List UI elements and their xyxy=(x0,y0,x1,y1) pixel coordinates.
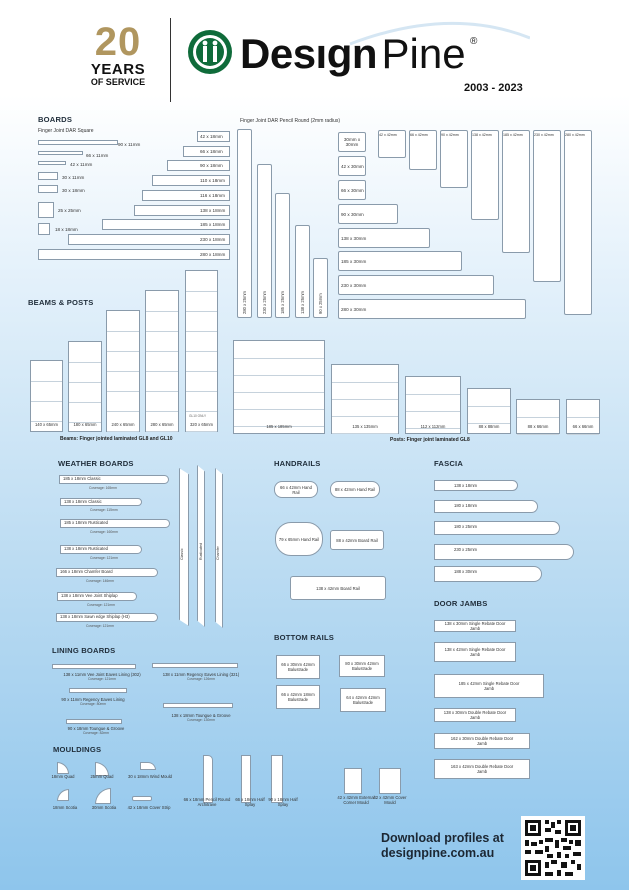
lining-board-name: 138 x 18mm Toungue & Groove xyxy=(171,713,231,718)
pencil-vertical-label: 185 x 25mm xyxy=(280,290,285,314)
weather-board-label xyxy=(60,614,130,619)
moulding-profile xyxy=(344,768,362,794)
lining-board-label xyxy=(52,672,152,682)
pencil-top-label: 138 x 42mm xyxy=(472,133,492,137)
download-url[interactable]: designpine.com.au xyxy=(381,846,495,860)
lamination-line xyxy=(146,311,178,312)
lamination-line xyxy=(186,311,217,312)
beam-label: 320 x 65mm xyxy=(189,422,214,427)
pencil-stack-label: 230 x 30mm xyxy=(341,282,367,288)
pencil-stack-label: 90 x 30mm xyxy=(341,211,364,217)
beams-title: BEAMS & POSTS xyxy=(28,298,94,307)
pencil-top-label: 90 x 42mm xyxy=(441,133,459,137)
pencil-top-label: 185 x 42mm xyxy=(503,133,523,137)
moulding-profile xyxy=(241,755,251,803)
bottom-rail-label: 66 x 42mm 18mm Balustrade xyxy=(281,692,315,702)
handrail-profile xyxy=(290,576,386,600)
lining-board-name: 138 x 11mm Regency Eaves Lining (321) xyxy=(162,672,240,677)
lining-board-label xyxy=(158,713,244,723)
board-label: 138 x 18mm xyxy=(200,207,226,213)
beam-profile xyxy=(145,290,179,432)
post-profile xyxy=(233,340,325,434)
lamination-line xyxy=(332,382,398,383)
board-square-label: 18 x 18mm xyxy=(55,227,78,232)
pencil-stack-label: 280 x 30mm xyxy=(341,306,367,312)
door-jamb-label: 138 x 30mm Double Rebate Door Jamb xyxy=(443,710,507,720)
handrail-profile xyxy=(274,481,318,498)
lamination-line xyxy=(186,411,217,412)
moulding-label: 66 x 18mm Pencil Round Architrave xyxy=(183,797,231,807)
lamination-line xyxy=(31,381,62,382)
pencil-stack-label: 138 x 30mm xyxy=(341,235,367,241)
lamination-line xyxy=(332,416,398,417)
beam-profile xyxy=(68,341,102,432)
moulding-profile xyxy=(140,762,156,770)
fascia-title: FASCIA xyxy=(434,459,464,468)
bottom-rails-title: BOTTOM RAILS xyxy=(274,633,335,642)
pencil-stack-profile xyxy=(338,299,526,319)
handrail-label: 88 x 42mm Hand Rail xyxy=(334,487,376,492)
bottom-rail-label: 80 x 30mm 42mm Balustrade xyxy=(345,661,379,671)
bottom-rail-profile xyxy=(339,655,385,677)
pencil-vertical-label: 230 x 25mm xyxy=(262,290,267,314)
weather-board-coverage: Coverage: 160mm xyxy=(90,530,118,534)
lamination-line xyxy=(186,351,217,352)
pencil-top-label: 230 x 42mm xyxy=(534,133,554,137)
weather-board-label xyxy=(64,520,108,525)
weather-board-coverage: Coverage: 121mm xyxy=(87,603,115,607)
door-jamb-profile xyxy=(434,620,516,632)
moulding-label: 90 x 18mm Half Splay xyxy=(268,797,298,807)
weather-board-coverage: Coverage: 121mm xyxy=(86,624,114,628)
board-square-label: 25 x 25mm xyxy=(58,208,81,213)
board-square-label: 66 x 11mm xyxy=(86,153,109,158)
mouldings-title: MOULDINGS xyxy=(53,745,102,754)
brand-name xyxy=(240,30,477,78)
bottom-rail-profile xyxy=(276,685,320,709)
moulding-profile xyxy=(379,768,401,794)
board-square-profile xyxy=(38,140,118,145)
post-label: 185 x 185mm xyxy=(266,424,292,429)
header-divider xyxy=(170,18,171,102)
lining-board-profile xyxy=(152,663,238,668)
pencil-stack-profile xyxy=(338,180,366,200)
fascia-label: 188 x 30mm xyxy=(454,569,478,574)
board-square-label: 30 x 18mm xyxy=(62,188,85,193)
door-jamb-label: 185 x 42mm Single Rebate Door Jamb xyxy=(458,681,520,691)
lamination-line xyxy=(406,411,460,412)
handrail-profile xyxy=(330,481,380,498)
pencil-stack-profile xyxy=(338,228,430,248)
handrail-label: 66 x 42mm Hand Rail xyxy=(280,484,312,495)
lamination-line xyxy=(332,399,398,400)
weather-board-label xyxy=(64,499,102,504)
beam-label: 180 x 65mm xyxy=(73,422,97,427)
board-square-profile xyxy=(38,161,66,165)
boards-title: BOARDS xyxy=(38,115,73,124)
posts-caption: Posts: Finger joint laminated GL8 xyxy=(390,437,470,443)
post-label: 66 x 66mm xyxy=(572,424,594,429)
board-square-profile xyxy=(38,223,50,235)
lamination-line xyxy=(69,382,101,383)
lining-board-profile xyxy=(66,719,122,724)
door-jambs-title: DOOR JAMBS xyxy=(434,599,488,608)
anniversary-badge xyxy=(80,22,156,98)
lamination-line xyxy=(234,358,324,359)
lamination-line xyxy=(69,362,101,363)
lamination-line xyxy=(332,433,398,434)
lamination-line xyxy=(107,331,139,332)
lamination-line xyxy=(31,401,62,402)
weather-board-label xyxy=(63,476,101,481)
weather-board-label xyxy=(61,593,118,598)
lining-board-name: 90 x 18mm Toungue & Groove xyxy=(67,726,125,731)
pencil-stack-profile xyxy=(338,251,462,271)
lining-board-profile xyxy=(163,703,233,708)
board-label: 66 x 18mm xyxy=(200,148,223,154)
beam-label: 280 x 65mm xyxy=(150,422,174,427)
board-label: 230 x 18mm xyxy=(200,236,226,242)
board-label: 90 x 18mm xyxy=(200,163,223,169)
lamination-line xyxy=(146,431,178,432)
door-jamb-profile xyxy=(434,642,516,662)
moulding-label: 42 x 18mm Cover Strip xyxy=(127,805,171,810)
beam-label: 240 x 65mm xyxy=(111,422,135,427)
moulding-profile xyxy=(57,789,69,801)
weather-board-coverage: Coverage: 115mm xyxy=(90,508,118,512)
beam-profile xyxy=(185,270,218,432)
lamination-line xyxy=(406,394,460,395)
board-square-profile xyxy=(38,185,58,193)
door-jamb-profile xyxy=(434,733,530,749)
lamination-line xyxy=(234,409,324,410)
lining-board-name: 138 x 11mm Vee Joint Eaves Lining (302) xyxy=(63,672,141,677)
fascia-profile xyxy=(434,500,538,513)
design-pine-logo-icon xyxy=(186,28,234,76)
lamination-line xyxy=(234,375,324,376)
pencil-top-profile xyxy=(502,130,530,253)
beam-label: 140 x 65mm xyxy=(34,422,59,427)
moulding-profile xyxy=(132,796,152,801)
handrail-label: 138 x 42mm Board Rail xyxy=(316,585,360,591)
lining-board-coverage: Coverage: 80mm xyxy=(79,702,106,706)
lining-board-label xyxy=(56,697,130,707)
pencil-stack-profile xyxy=(338,275,494,295)
lamination-line xyxy=(146,351,178,352)
lamination-line xyxy=(107,351,139,352)
pencil-stack-label: 185 x 30mm xyxy=(341,258,367,264)
lamination-line xyxy=(146,371,178,372)
pencil-vertical-profile xyxy=(237,129,252,318)
pencil-top-label: 42 x 42mm xyxy=(379,133,397,137)
pencil-top-label: 280 x 42mm xyxy=(565,133,585,137)
post-label: 88 x 88mm xyxy=(478,424,500,429)
board-square-label: 90 x 11mm xyxy=(118,142,141,147)
lamination-line xyxy=(517,417,559,418)
lining-board-coverage: Coverage: 130mm xyxy=(187,718,215,722)
lamination-line xyxy=(69,402,101,403)
lamination-line xyxy=(186,331,217,332)
lamination-line xyxy=(186,371,217,372)
lamination-line xyxy=(517,434,559,435)
fascia-profile xyxy=(434,521,560,535)
pencil-top-profile xyxy=(533,130,561,282)
door-jamb-profile xyxy=(434,759,530,779)
download-text[interactable] xyxy=(381,831,504,861)
handrails-title: HANDRAILS xyxy=(274,459,321,468)
moulding-label: 42 x 42mm Cover Mould xyxy=(373,795,407,805)
door-jamb-label: 163 x 42mm Double Rebate Door Jamb xyxy=(450,764,514,774)
door-jamb-profile xyxy=(434,674,544,698)
weather-board-label xyxy=(60,569,113,574)
moulding-profile xyxy=(95,788,111,804)
beam-profile xyxy=(106,310,140,432)
board-square-label: 42 x 11mm xyxy=(70,162,93,167)
download-line-1: Download profiles at xyxy=(381,831,504,845)
weather-board-coverage: Coverage: 146mm xyxy=(86,579,114,583)
lamination-line xyxy=(146,411,178,412)
weather-board-name: 138 x 18mm Vee Joint Shiplap xyxy=(61,593,118,598)
board-square-label: 30 x 11mm xyxy=(62,175,85,180)
handrail-label: 88 x 42mm Board Rail xyxy=(336,537,378,543)
pencil-round-caption: Finger Joint DAR Pencil Round (2mm radius) xyxy=(240,118,341,124)
weather-board-name: 166 x 18mm Chamfer Board xyxy=(60,569,113,574)
weather-board-name: 138 x 18mm Sawn edge Shiplap (H3) xyxy=(60,614,130,619)
board-label: 116 x 18mm xyxy=(200,192,225,198)
lining-board-name: 90 x 11mm Regency Eaves Lining xyxy=(61,697,125,702)
weather-board-name: 185 x 18mm Rusticated xyxy=(64,520,108,525)
pencil-stack-profile xyxy=(338,132,366,152)
door-jamb-label: 162 x 30mm Double Rebate Door Jamb xyxy=(450,736,514,746)
weather-board-coverage: Coverage: 165mm xyxy=(89,486,117,490)
fascia-label: 180 x 18mm xyxy=(454,503,478,508)
pencil-stack-label: 30mm x 30mm xyxy=(343,137,361,147)
lining-board-coverage: Coverage: 121mm xyxy=(88,677,116,681)
fascia-label: 180 x 25mm xyxy=(454,524,478,529)
lining-board-profile xyxy=(69,688,127,693)
weather-vertical-label: Rusticated xyxy=(199,543,203,560)
fascia-label: 138 x 18mm xyxy=(454,483,478,488)
pencil-stack-profile xyxy=(338,204,398,224)
weather-vertical-label: Classic xyxy=(180,548,184,560)
board-label: 110 x 18mm xyxy=(200,178,225,184)
lamination-line xyxy=(107,411,139,412)
pencil-top-profile xyxy=(564,130,592,315)
weather-board-name: 138 x 18mm Rusticated xyxy=(64,546,108,551)
board-square-profile xyxy=(38,202,54,218)
weather-boards-title: WEATHER BOARDS xyxy=(58,459,134,468)
handrail-profile xyxy=(330,530,384,550)
lining-board-profile xyxy=(52,664,136,669)
moulding-profile xyxy=(271,755,283,803)
weather-board-name: 185 x 18mm Classic xyxy=(63,476,101,481)
handrail-profile xyxy=(275,522,323,556)
moulding-label: 30 x 18mm Wind Mould xyxy=(128,774,172,779)
lamination-line xyxy=(107,371,139,372)
post-label: 135 x 135mm xyxy=(352,424,378,429)
lining-board-label xyxy=(60,726,132,736)
door-jamb-label: 138 x 30mm Single Rebate Door Jamb xyxy=(444,621,506,631)
pencil-top-label: 66 x 42mm xyxy=(410,133,428,137)
bottom-rail-profile xyxy=(340,688,386,712)
lamination-line xyxy=(146,391,178,392)
pencil-top-profile xyxy=(471,130,499,220)
moulding-profile xyxy=(203,755,213,803)
lamination-line xyxy=(107,391,139,392)
weather-vertical-label: Chamfer xyxy=(216,546,220,560)
board-label: 280 x 18mm xyxy=(200,251,226,257)
board-square-profile xyxy=(38,151,83,155)
date-range: 2003 - 2023 xyxy=(464,82,523,94)
beams-extra-note: GL10 ONLY xyxy=(189,414,207,418)
fascia-label: 230 x 25mm xyxy=(454,547,478,552)
weather-board-vertical-profile xyxy=(179,468,189,626)
board-label: 42 x 18mm xyxy=(200,134,223,139)
lamination-line xyxy=(107,431,139,432)
board-square-profile xyxy=(38,172,58,180)
registered-mark: ® xyxy=(470,36,478,47)
pencil-vertical-label: 280 x 25mm xyxy=(242,290,247,314)
lining-board-label xyxy=(150,672,252,682)
lamination-line xyxy=(186,391,217,392)
moulding-label: 18mm Scotia xyxy=(52,805,78,810)
post-label: 88 x 66mm xyxy=(527,424,549,429)
brand-secondary: Pine xyxy=(381,30,466,77)
bottom-rail-label: 64 x 42mm 42mm Balustrade xyxy=(346,695,380,705)
moulding-profile xyxy=(57,762,69,774)
lamination-line xyxy=(234,392,324,393)
handrail-label: 79 x 65mm Hand Rail xyxy=(278,536,320,542)
pencil-vertical-label: 90 x 25mm xyxy=(318,293,323,314)
pencil-vertical-label: 138 x 25mm xyxy=(300,290,305,314)
moulding-label: 18mm Quad xyxy=(51,774,75,779)
board-label: 185 x 18mm xyxy=(200,222,226,228)
fascia-profile xyxy=(434,566,542,582)
lamination-line xyxy=(567,417,599,418)
years-number: 20 xyxy=(94,20,142,64)
beams-caption: Beams: Finger jointed laminated GL8 and GL10 xyxy=(60,436,173,442)
moulding-label: 25mm Quad xyxy=(90,774,114,779)
bottom-rail-profile xyxy=(276,655,320,679)
years-word: YEARS xyxy=(90,61,146,78)
lamination-line xyxy=(468,406,510,407)
lamination-line xyxy=(567,434,599,435)
pencil-stack-label: 66 x 30mm xyxy=(341,187,364,193)
weather-board-name: 138 x 18mm Classic xyxy=(64,499,102,504)
pencil-stack-label: 42 x 30mm xyxy=(341,163,364,169)
pencil-stack-profile xyxy=(338,156,366,176)
moulding-label: 66 x 18mm Half Splay xyxy=(235,797,265,807)
pencil-top-profile xyxy=(440,130,468,188)
moulding-label: 30mm Scotia xyxy=(91,805,117,810)
lining-board-coverage: Coverage: 126mm xyxy=(187,677,215,681)
moulding-label: 42 x 42mm External Corner Mould xyxy=(337,795,375,805)
weather-board-coverage: Coverage: 121mm xyxy=(90,556,118,560)
years-sub: OF SERVICE xyxy=(90,77,146,87)
lining-title: LINING BOARDS xyxy=(52,646,116,655)
qr-code-icon[interactable] xyxy=(521,816,585,880)
lining-board-coverage: Coverage: 82mm xyxy=(82,731,109,735)
lamination-line xyxy=(186,291,217,292)
door-jamb-label: 138 x 42mm Single Rebate Door Jamb xyxy=(444,647,506,657)
square-caption: Finger Joint DAR Square xyxy=(38,128,94,134)
lamination-line xyxy=(146,331,178,332)
post-label: 112 x 112mm xyxy=(420,424,446,429)
brand-primary: Desıgn xyxy=(240,30,378,77)
weather-board-label xyxy=(64,546,108,551)
lamination-line xyxy=(186,431,217,432)
bottom-rail-label: 66 x 30mm 42mm Balustrade xyxy=(281,662,315,672)
door-jamb-profile xyxy=(434,708,516,722)
